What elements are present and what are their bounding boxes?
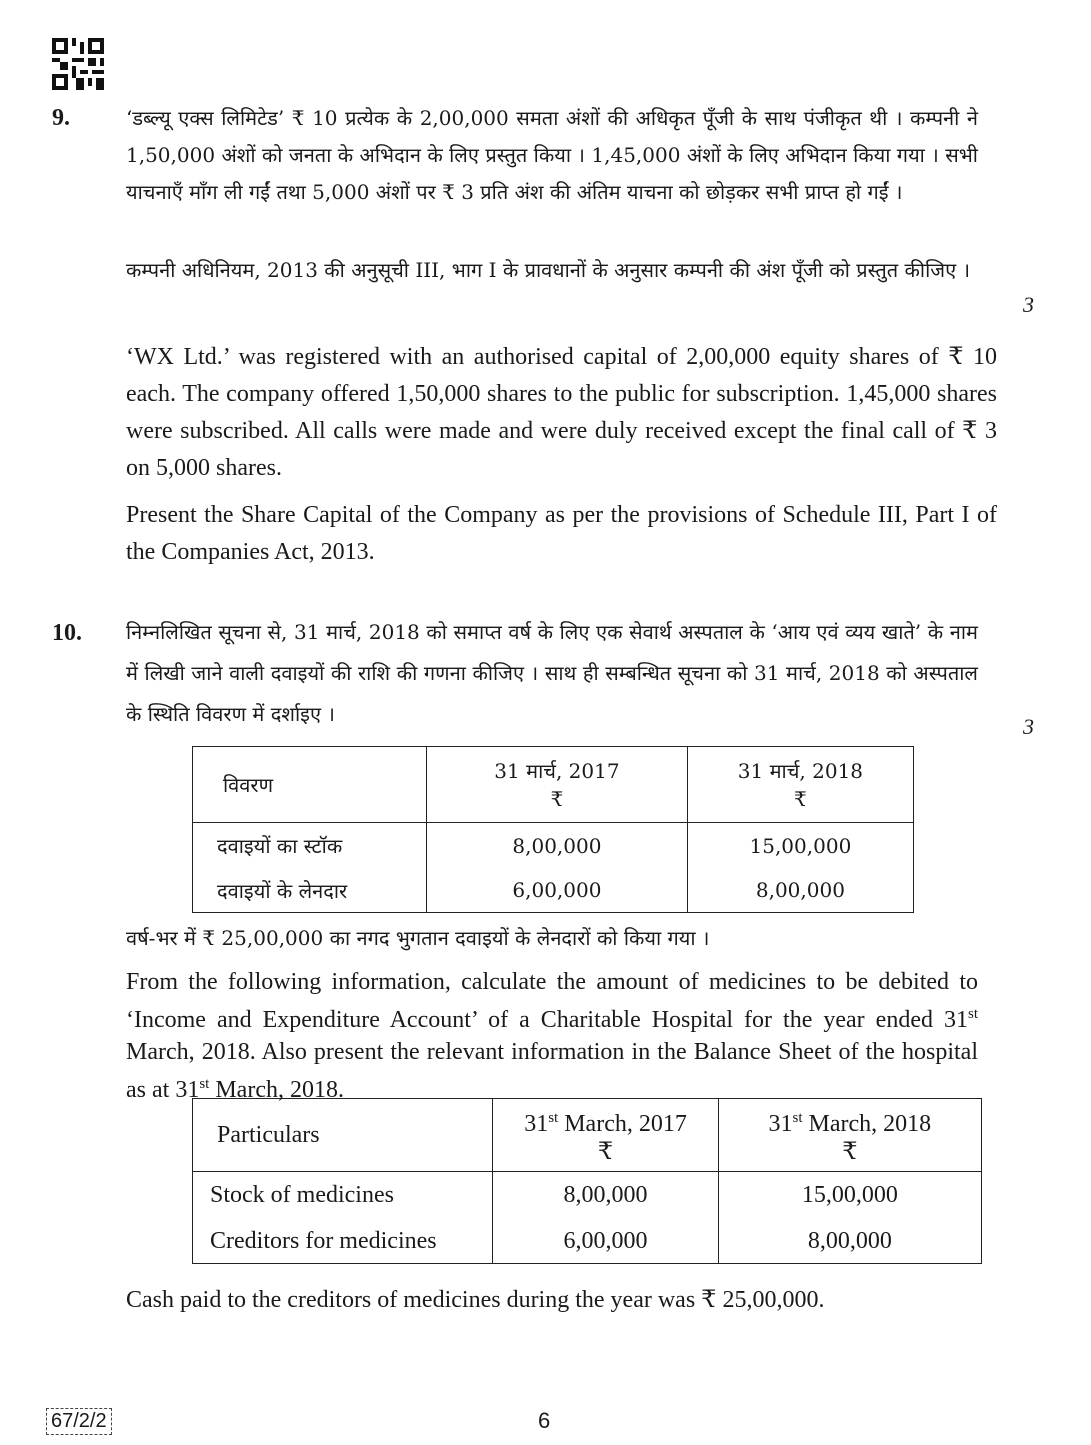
superscript-st: st [967, 1006, 978, 1022]
table-header-cell [427, 747, 688, 823]
superscript-st: st [792, 1110, 803, 1126]
row-label: दवाइयों का स्टॉक [193, 823, 427, 869]
q10-marks: 3 [1023, 714, 1034, 739]
hindi-data-table [192, 746, 914, 913]
superscript-st: st [199, 1076, 210, 1092]
date-rest: March, 2018 [802, 1111, 932, 1137]
paper-code: 67/2/2 [46, 1408, 112, 1435]
q9-english-paragraph-1: ‘WX Ltd.’ was registered with an authorised capital of 2,00,000 equity shares of ₹ 10 each. The company offered 1,50,000 shares to the public for subscription. 1,45,000 shares were subscribed. All calls were made and were duly received except the final call of ₹ 3 on 5,000 shares. [126, 344, 997, 481]
q10-hindi-cash-note: वर्ष-भर में ₹ 25,00,000 का नगद भुगतान दवाइयों के लेनदारों को किया गया । [126, 926, 710, 950]
row-value: 6,00,000 [427, 869, 688, 913]
table-header-cell [718, 1099, 981, 1172]
intro-part-3: March, 2018. [209, 1077, 344, 1103]
row-label: दवाइयों के लेनदार [193, 869, 427, 913]
currency-symbol: ₹ [550, 786, 564, 811]
table-row [193, 869, 914, 913]
table-header-cell [687, 747, 913, 823]
currency-symbol: ₹ [842, 1139, 858, 1165]
q9-english-paragraph-2: Present the Share Capital of the Company as per the provisions of Schedule III, Part I of the Companies Act, 2013. [126, 502, 997, 565]
row-value: 8,00,000 [718, 1220, 981, 1264]
superscript-st: st [548, 1110, 559, 1126]
intro-part-2: March, 2018. Also present the relevant information in the Balance Sheet of the hospital as at 31 [126, 1039, 978, 1103]
table-header-cell: विवरण [193, 747, 427, 823]
row-value: 6,00,000 [493, 1220, 718, 1264]
page-number: 6 [538, 1408, 551, 1433]
column-date-2017 [493, 1104, 717, 1138]
currency-symbol: ₹ [597, 1139, 614, 1165]
row-value: 8,00,000 [493, 1172, 718, 1220]
row-value: 8,00,000 [427, 823, 688, 869]
q10-english-intro [126, 966, 978, 1106]
q9-marks: 3 [1023, 292, 1034, 317]
row-label: Stock of medicines [193, 1172, 493, 1220]
date-rest: March, 2017 [558, 1111, 687, 1137]
english-data-table [192, 1098, 982, 1264]
table-header-cell: Particulars [193, 1099, 493, 1172]
column-date-2017: 31 मार्च, 2017 [494, 758, 620, 783]
column-date-2018: 31 मार्च, 2018 [737, 758, 864, 783]
intro-part-1: From the following information, calculate the amount of medicines to be debited to ‘Income and Expenditure Account’ of a Charitable Hospital for the year ended 31 [126, 969, 978, 1033]
row-value: 15,00,000 [687, 823, 913, 869]
q9-hindi-paragraph-2: कम्पनी अधिनियम, 2013 की अनुसूची III, भाग I के प्रावधानों के अनुसार कम्पनी की अंश पूँजी को प्रस्तुत कीजिए । [126, 258, 971, 282]
table-header-row [193, 747, 914, 823]
q10-hindi-intro: निम्नलिखित सूचना से, 31 मार्च, 2018 को समाप्त वर्ष के लिए एक सेवार्थ अस्पताल के ‘आय एवं व्यय खाते’ के नाम में लिखी जाने वाली दवाइयों की राशि की गणना कीजिए । साथ ही सम्बन्धित सूचना को 31 मार्च, 2018 को अस्पताल के स्थिति विवरण में दर्शाइए । [126, 620, 978, 726]
column-date-2018 [719, 1104, 981, 1138]
table-row [193, 1172, 982, 1220]
qr-code-icon [52, 38, 104, 90]
currency-symbol: ₹ [794, 786, 807, 811]
question-number-10: 10. [52, 620, 82, 646]
row-value: 15,00,000 [718, 1172, 981, 1220]
table-row [193, 1220, 982, 1264]
q9-hindi-paragraph-1: ‘डब्ल्यू एक्स लिमिटेड’ ₹ 10 प्रत्येक के 2,00,000 समता अंशों की अधिकृत पूँजी के साथ पंजीकृत थी । कम्पनी ने 1,50,000 अंशों को जनता के अभिदान के लिए प्रस्तुत किया । 1,45,000 अंशों के लिए अभिदान किया गया । सभी याचनाएँ माँग ली गईं तथा 5,000 अंशों पर ₹ 3 प्रति अंश की अंतिम याचना को छोड़कर सभी प्राप्त हो गईं । [126, 106, 978, 204]
table-row [193, 823, 914, 869]
row-label: Creditors for medicines [193, 1220, 493, 1264]
table-header-row [193, 1099, 982, 1172]
date-day: 31 [524, 1111, 549, 1137]
question-number-9: 9. [52, 105, 70, 131]
q10-english-cash-note: Cash paid to the creditors of medicines during the year was ₹ 25,00,000. [126, 1287, 825, 1313]
table-header-cell [493, 1099, 718, 1172]
date-day: 31 [768, 1111, 793, 1137]
row-value: 8,00,000 [687, 869, 913, 913]
